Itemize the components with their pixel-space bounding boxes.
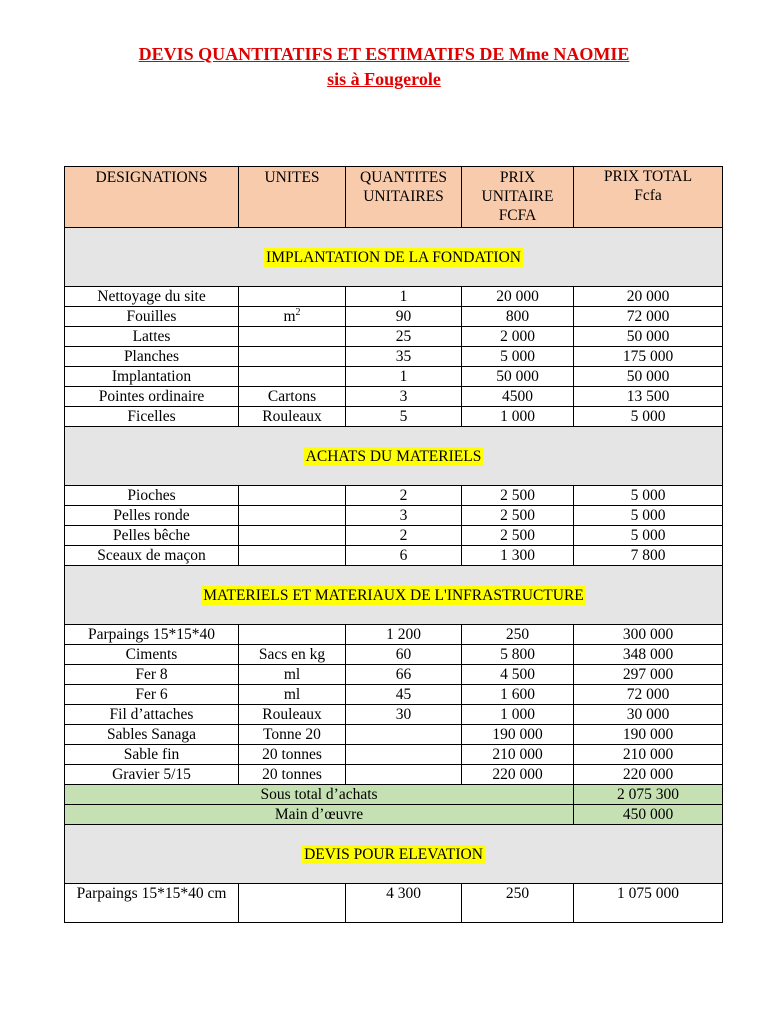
section-title: DEVIS POUR ELEVATION xyxy=(304,845,483,863)
cell-unite xyxy=(239,327,346,347)
section-header-achats xyxy=(65,427,723,486)
cell-quantite: 5 xyxy=(346,407,462,427)
cell-designation: Ficelles xyxy=(65,407,239,427)
cell-designation: Nettoyage du site xyxy=(65,287,239,307)
quote-table-body xyxy=(65,167,723,923)
cell-prix-total: 13 500 xyxy=(574,387,723,407)
cell-unite: ml xyxy=(239,665,346,685)
cell-unite xyxy=(239,347,346,367)
cell-designation: Fer 6 xyxy=(65,685,239,705)
cell-designation: Planches xyxy=(65,347,239,367)
table-row xyxy=(65,506,723,526)
table-row xyxy=(65,645,723,665)
cell-prix-unitaire: 2 500 xyxy=(462,486,574,506)
cell-quantite: 1 xyxy=(346,367,462,387)
cell-prix-unitaire: 250 xyxy=(462,625,574,645)
cell-quantite xyxy=(346,765,462,785)
header-prix-total-text: PRIX TOTAL Fcfa xyxy=(603,168,693,204)
cell-unite: 20 tonnes xyxy=(239,745,346,765)
cell-designation: Ciments xyxy=(65,645,239,665)
cell-prix-total: 5 000 xyxy=(574,407,723,427)
table-row xyxy=(65,526,723,546)
cell-unite: ml xyxy=(239,685,346,705)
cell-prix-total: 297 000 xyxy=(574,665,723,685)
cell-prix-unitaire: 5 000 xyxy=(462,347,574,367)
cell-prix-total: 50 000 xyxy=(574,367,723,387)
cell-prix-total: 50 000 xyxy=(574,327,723,347)
cell-unite xyxy=(239,486,346,506)
cell-quantite: 3 xyxy=(346,506,462,526)
cell-quantite: 90 xyxy=(346,307,462,327)
cell-unite xyxy=(239,546,346,566)
cell-prix-unitaire: 4500 xyxy=(462,387,574,407)
subtotal-row xyxy=(65,785,723,805)
section-header-infrastructure xyxy=(65,566,723,625)
cell-quantite: 30 xyxy=(346,705,462,725)
table-row xyxy=(65,884,723,923)
header-prix-total xyxy=(574,167,723,228)
cell-prix-total: 348 000 xyxy=(574,645,723,665)
cell-designation: Parpaings 15*15*40 cm xyxy=(65,884,239,923)
cell-designation: Pelles ronde xyxy=(65,506,239,526)
cell-prix-unitaire: 220 000 xyxy=(462,765,574,785)
cell-prix-total: 1 075 000 xyxy=(574,884,723,923)
section-header-elevation xyxy=(65,825,723,884)
header-prix-unitaire-text: PRIX UNITAIRE FCFA xyxy=(481,169,554,224)
labor-row-label: Main d’œuvre xyxy=(65,805,574,825)
cell-unite xyxy=(239,367,346,387)
section-header-implantation xyxy=(65,228,723,287)
cell-unite xyxy=(239,625,346,645)
cell-unite xyxy=(239,287,346,307)
cell-prix-unitaire: 1 600 xyxy=(462,685,574,705)
cell-prix-total: 300 000 xyxy=(574,625,723,645)
table-row xyxy=(65,387,723,407)
cell-prix-unitaire: 190 000 xyxy=(462,725,574,745)
table-row xyxy=(65,486,723,506)
cell-designation: Fer 8 xyxy=(65,665,239,685)
cell-prix-total: 72 000 xyxy=(574,307,723,327)
document-subtitle xyxy=(0,68,768,90)
cell-prix-unitaire: 4 500 xyxy=(462,665,574,685)
table-row xyxy=(65,725,723,745)
cell-prix-total: 5 000 xyxy=(574,486,723,506)
table-row xyxy=(65,367,723,387)
table-row xyxy=(65,685,723,705)
cell-prix-total: 5 000 xyxy=(574,506,723,526)
header-designations: DESIGNATIONS xyxy=(65,167,239,228)
table-row xyxy=(65,407,723,427)
cell-prix-total: 220 000 xyxy=(574,765,723,785)
cell-unite xyxy=(239,884,346,923)
subtotal-row-label: Sous total d’achats xyxy=(65,785,574,805)
cell-designation: Gravier 5/15 xyxy=(65,765,239,785)
cell-prix-unitaire: 1 000 xyxy=(462,407,574,427)
cell-prix-unitaire: 2 500 xyxy=(462,506,574,526)
labor-row xyxy=(65,805,723,825)
table-row xyxy=(65,665,723,685)
cell-prix-unitaire: 800 xyxy=(462,307,574,327)
cell-quantite: 3 xyxy=(346,387,462,407)
cell-quantite: 66 xyxy=(346,665,462,685)
header-quantites xyxy=(346,167,462,228)
cell-unite: Cartons xyxy=(239,387,346,407)
table-row xyxy=(65,705,723,725)
cell-designation: Fil d’attaches xyxy=(65,705,239,725)
section-title: MATERIELS ET MATERIAUX DE L'INFRASTRUCTURE xyxy=(203,586,584,604)
cell-prix-unitaire: 1 000 xyxy=(462,705,574,725)
table-row xyxy=(65,765,723,785)
cell-prix-total: 30 000 xyxy=(574,705,723,725)
table-row xyxy=(65,625,723,645)
cell-prix-unitaire: 1 300 xyxy=(462,546,574,566)
cell-prix-total: 175 000 xyxy=(574,347,723,367)
cell-prix-unitaire: 20 000 xyxy=(462,287,574,307)
cell-unite xyxy=(239,506,346,526)
cell-quantite: 2 xyxy=(346,526,462,546)
cell-quantite: 1 200 xyxy=(346,625,462,645)
title-line-2: sis à Fougerole xyxy=(327,69,441,89)
section-title-cell xyxy=(65,228,723,287)
cell-designation: Fouilles xyxy=(65,307,239,327)
cell-unite: Sacs en kg xyxy=(239,645,346,665)
cell-quantite: 25 xyxy=(346,327,462,347)
header-quantites-text: QUANTITES UNITAIRES xyxy=(360,169,447,205)
table-row xyxy=(65,347,723,367)
cell-unite: Rouleaux xyxy=(239,705,346,725)
table-row xyxy=(65,287,723,307)
cell-quantite xyxy=(346,725,462,745)
unit-exponent: 2 xyxy=(295,306,301,318)
table-row xyxy=(65,307,723,327)
subtotal-row-value: 2 075 300 xyxy=(574,785,723,805)
cell-unite xyxy=(239,526,346,546)
cell-prix-unitaire: 50 000 xyxy=(462,367,574,387)
cell-prix-unitaire: 2 000 xyxy=(462,327,574,347)
cell-prix-total: 210 000 xyxy=(574,745,723,765)
cell-prix-total: 190 000 xyxy=(574,725,723,745)
section-title-cell xyxy=(65,825,723,884)
cell-prix-unitaire: 210 000 xyxy=(462,745,574,765)
document-title xyxy=(0,43,768,65)
cell-designation: Sable fin xyxy=(65,745,239,765)
cell-designation: Pelles bêche xyxy=(65,526,239,546)
cell-designation: Implantation xyxy=(65,367,239,387)
cell-quantite: 45 xyxy=(346,685,462,705)
table-header-row xyxy=(65,167,723,228)
cell-unite: Tonne 20 xyxy=(239,725,346,745)
cell-quantite: 1 xyxy=(346,287,462,307)
cell-unite: Rouleaux xyxy=(239,407,346,427)
section-title-cell xyxy=(65,566,723,625)
table-row xyxy=(65,327,723,347)
header-prix-unitaire xyxy=(462,167,574,228)
cell-prix-unitaire: 250 xyxy=(462,884,574,923)
section-title: IMPLANTATION DE LA FONDATION xyxy=(266,248,521,266)
table-row xyxy=(65,546,723,566)
cell-prix-unitaire: 5 800 xyxy=(462,645,574,665)
cell-quantite xyxy=(346,745,462,765)
cell-prix-total: 20 000 xyxy=(574,287,723,307)
cell-prix-total: 5 000 xyxy=(574,526,723,546)
cell-quantite: 35 xyxy=(346,347,462,367)
cell-designation: Sables Sanaga xyxy=(65,725,239,745)
section-title-cell xyxy=(65,427,723,486)
cell-prix-unitaire: 2 500 xyxy=(462,526,574,546)
cell-prix-total: 7 800 xyxy=(574,546,723,566)
cell-quantite: 4 300 xyxy=(346,884,462,923)
labor-row-value: 450 000 xyxy=(574,805,723,825)
cell-designation: Pointes ordinaire xyxy=(65,387,239,407)
title-line-1: DEVIS QUANTITATIFS ET ESTIMATIFS DE Mme NAOMIE xyxy=(138,44,630,64)
section-title: ACHATS DU MATERIELS xyxy=(305,447,482,465)
header-unites: UNITES xyxy=(239,167,346,228)
cell-quantite: 6 xyxy=(346,546,462,566)
cell-designation: Pioches xyxy=(65,486,239,506)
cell-quantite: 60 xyxy=(346,645,462,665)
cell-quantite: 2 xyxy=(346,486,462,506)
cell-designation: Parpaings 15*15*40 xyxy=(65,625,239,645)
cell-unite: 20 tonnes xyxy=(239,765,346,785)
cell-designation: Lattes xyxy=(65,327,239,347)
cell-unite: $m^2$ xyxy=(239,307,346,327)
cell-designation: Sceaux de maçon xyxy=(65,546,239,566)
quote-table xyxy=(64,166,723,923)
cell-prix-total: 72 000 xyxy=(574,685,723,705)
table-row xyxy=(65,745,723,765)
